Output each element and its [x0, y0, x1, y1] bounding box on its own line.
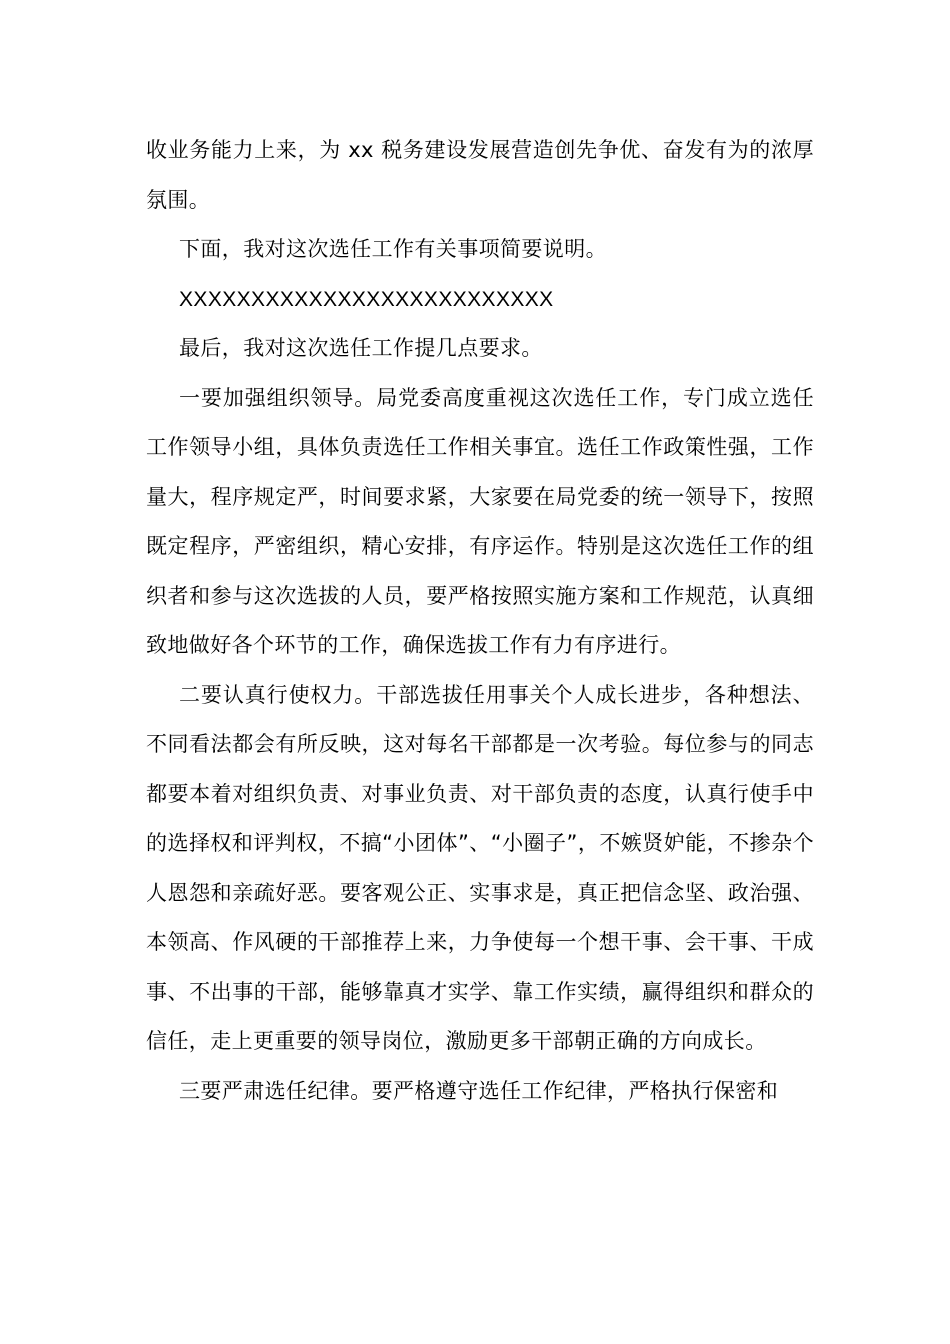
paragraph-requirement-3: 三要严肃选任纪律。要严格遵守选任工作纪律，严格执行保密和 [179, 1078, 779, 1103]
paragraph-continuation: 收业务能力上来，为 xx 税务建设发展营造创先争优、奋发有为的浓厚氛围。 [146, 138, 814, 212]
paragraph-intro-explanation: 下面，我对这次选任工作有关事项简要说明。 [179, 237, 607, 261]
paragraph-requirements-intro: 最后，我对这次选任工作提几点要求。 [179, 336, 543, 360]
paragraph-requirement-2: 二要认真行使权力。干部选拔任用事关个人成长进步，各种想法、不同看法都会有所反映，这对每名干部都是一次考验。每位参与的同志都要本着对组织负责、对事业负责、对干部负责的态度，认真行使手中的选择权和评判权，不搞“小团体”、“小圈子”，不嫉贤妒能，不掺杂个人恩怨和亲疏好恶。要客观公正、实事求是，真正把信念坚、政治强、本领高、作风硬的干部推荐上来，力争使每一个想干事、会干事、干成事、不出事的干部，能够靠真才实学、靠工作实绩，赢得组织和群众的信任，走上更重要的领导岗位，激励更多干部朝正确的方向成长。 [146, 682, 814, 1053]
paragraph-placeholder: XXXXXXXXXXXXXXXXXXXXXXXXXX [179, 287, 554, 311]
document-body [146, 126, 814, 1116]
paragraph-requirement-1: 一要加强组织领导。局党委高度重视这次选任工作，专门成立选任工作领导小组，具体负责选任工作相关事宜。选任工作政策性强，工作量大，程序规定严，时间要求紧，大家要在局党委的统一领导下，按照既定程序，严密组织，精心安排，有序运作。特别是这次选任工作的组织者和参与这次选拔的人员，要严格按照实施方案和工作规范，认真细致地做好各个环节的工作，确保选拔工作有力有序进行。 [146, 385, 814, 657]
